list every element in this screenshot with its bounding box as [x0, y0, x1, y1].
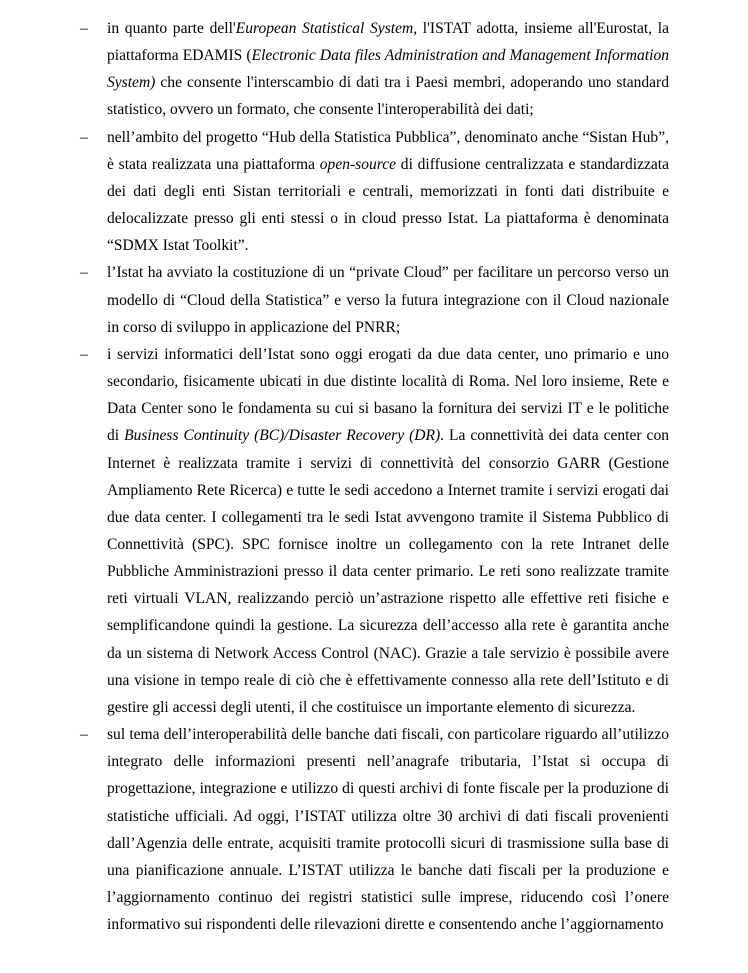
list-item	[0, 259, 748, 340]
text-run: l’Istat ha avviato la costituzione di un “private Cloud” per facilitare un percorso verso un modello di “Cloud della Statistica” e verso la futura integrazione con il Cloud nazionale in corso di sviluppo in applicazione del PNRR;	[107, 264, 669, 336]
item-text	[107, 726, 669, 933]
bullet-dash: –	[80, 264, 88, 282]
list-item	[0, 124, 748, 260]
text-run: che consente l'interscambio di dati tra i Paesi membri, adoperando uno standard statistico, ovvero un formato, che consente l'interoperabilità dei dati;	[107, 74, 669, 119]
item-text	[107, 129, 669, 255]
item-text	[107, 264, 669, 335]
list-item	[0, 721, 748, 938]
italic-text-run: Electronic Data files Administration and Management Information System)	[107, 47, 669, 92]
item-text	[107, 346, 669, 716]
item-text	[107, 20, 669, 118]
bullet-dash: –	[80, 345, 88, 363]
bullet-dash: –	[80, 128, 88, 146]
text-run: sul tema dell’interoperabilità delle banche dati fiscali, con particolare riguardo all’utilizzo integrato delle informazioni presenti nell’anagrafe tributaria, l’Istat si occupa di progettazione, integrazione e utilizzo di questi archivi di fonte fiscale per la produzione di statistiche ufficiali. Ad oggi, l’ISTAT utilizza oltre 30 archivi di dati fiscali provenienti dall’Agenzia delle entrate, acquisiti tramite protocolli sicuri di trasmissione sulla base di una pianificazione annuale. L’ISTAT utilizza le banche dati fiscali per la produzione e l’aggiornamento continuo dei registri statistici sulle imprese, riducendo così l’onere informativo sui rispondenti delle rilevazioni dirette e consentendo anche l’aggiornamento	[107, 726, 669, 934]
list-item	[0, 15, 748, 124]
text-run: in quanto parte dell'	[107, 20, 236, 37]
list-item	[0, 341, 748, 721]
text-run: l'ISTAT adotta, insieme all'Eurostat, la piattaforma EDAMIS (	[107, 20, 669, 65]
text-run: . La connettività dei data center con Internet è realizzata tramite i servizi di connettività del consorzio GARR (Gestione Ampliamento Rete Ricerca) e tutte le sedi accedono a Internet tramite i servizi erogati dai due data center. I collegamenti tra le sedi Istat avvengono tramite il Sistema Pubblico di Connettività (SPC). SPC fornisce inoltre un collegamento con la rete Intranet delle Pubbliche Amministrazioni presso il data center primario. Le reti sono realizzate tramite reti virtuali VLAN, realizzando perciò un’astrazione rispetto alle effettive reti fisiche e semplificandone quindi la gestione. La sicurezza dell’accesso alla rete è garantita anche da un sistema di Network Access Control (NAC). Grazie a tale servizio è possibile avere una visione in tempo reale di ciò che è effettivamente connesso alla rete dell’Istituto e di gestire gli accessi degli utenti, il che costituisce un importante elemento di sicurezza.	[107, 427, 669, 716]
bullet-dash: –	[80, 726, 88, 744]
text-run: di diffusione centralizzata e standardizzata dei dati degli enti Sistan territoriali e centrali, memorizzati in fonti dati distribuite e delocalizzate presso gli enti stessi o in cloud presso Istat. La piattaforma è denominata “SDMX Istat Toolkit”.	[107, 155, 669, 255]
text-run: nell’ambito del progetto “Hub della Statistica Pubblica”, denominato anche “Sistan Hub”, è stata realizzata una piattaforma	[107, 128, 669, 173]
italic-text-run: European Statistical System,	[235, 20, 418, 37]
text-run: i servizi informatici dell’Istat sono oggi erogati da due data center, uno primario e uno secondario, fisicamente ubicati in due distinte località di Roma. Nel loro insieme, Rete e Data Center sono le fondamenta su cui si basano la fornitura dei servizi IT e le politiche di	[107, 345, 669, 445]
bullet-list	[0, 15, 748, 938]
bullet-dash: –	[80, 20, 88, 37]
italic-text-run: open-source	[319, 155, 397, 173]
italic-text-run: Business Continuity (BC)/Disaster Recovery (DR)	[124, 427, 441, 445]
